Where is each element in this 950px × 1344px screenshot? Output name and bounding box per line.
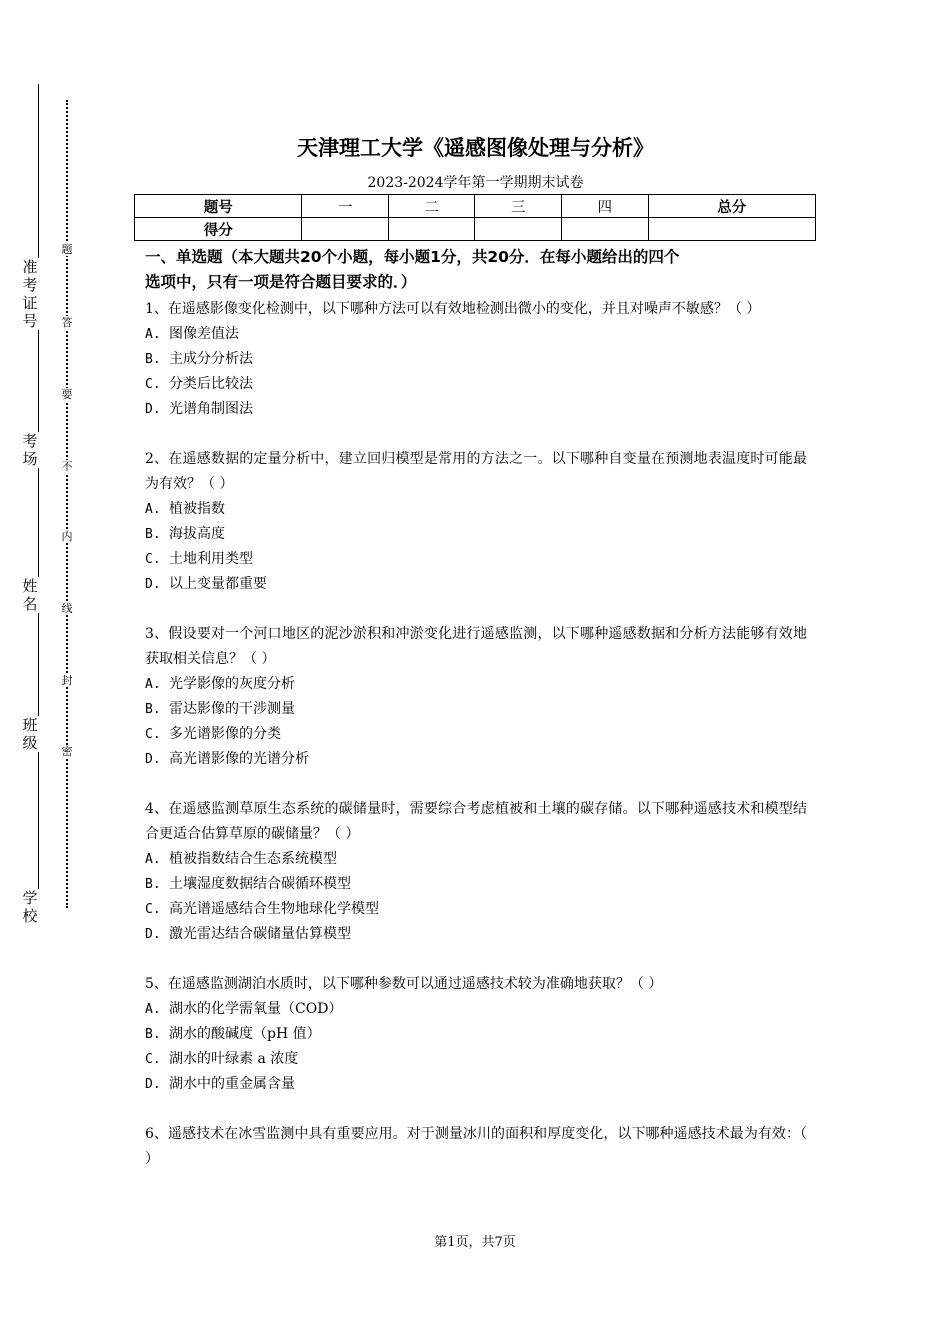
option [145, 1047, 807, 1072]
seal-note-char: 答 [61, 316, 73, 329]
question-stem: 3、假设要对一个河口地区的泥沙淤积和冲淤变化进行遥感监测，以下哪种遥感数据和分析方法能够有效地获取相关信息？（ ） [145, 626, 807, 667]
score-cell [475, 218, 562, 241]
score-table-header-row [135, 195, 816, 218]
option-letter: B. [145, 877, 161, 892]
option-letter: D. [145, 927, 161, 942]
option-letter: D. [145, 577, 161, 592]
option-text: 分类后比较法 [169, 376, 253, 392]
score-header-cell: 二 [388, 195, 475, 218]
option-letter: B. [145, 1027, 161, 1042]
option-text: 光谱角制图法 [169, 401, 253, 417]
option [145, 847, 807, 872]
option-letter: C. [145, 377, 161, 392]
page-footer: 第1页，共7页 [434, 1235, 516, 1250]
option-letter: C. [145, 902, 161, 917]
option-text: 主成分分析法 [169, 351, 253, 367]
option [145, 497, 807, 522]
score-header-cell: 四 [562, 195, 649, 218]
score-header-cell: 总分 [648, 195, 815, 218]
label-exam-number: 准 考 证 号 [18, 258, 42, 330]
score-header-cell: 一 [302, 195, 389, 218]
option-text: 土地利用类型 [169, 551, 253, 567]
option [145, 747, 807, 772]
exam-subtitle: 2023-2024学年第一学期期末试卷 [367, 175, 584, 191]
option-text: 湖水的酸碱度（pH 值） [169, 1026, 321, 1042]
option-text: 湖水的化学需氧量（COD） [169, 1001, 343, 1017]
option-text: 湖水的叶绿素 a 浓度 [169, 1051, 299, 1067]
option-letter: A. [145, 1002, 161, 1017]
score-table [134, 194, 816, 241]
seal-note-char: 要 [61, 388, 73, 401]
option [145, 922, 807, 947]
question [145, 972, 807, 1097]
option-text: 高光谱影像的光谱分析 [169, 751, 309, 767]
option-letter: A. [145, 327, 161, 342]
option-text: 以上变量都重要 [169, 576, 267, 592]
option-text: 湖水中的重金属含量 [169, 1076, 295, 1092]
option-letter: C. [145, 727, 161, 742]
question-stem: 2、在遥感数据的定量分析中，建立回归模型是常用的方法之一。以下哪种自变量在预测地表温度时可能最为有效？（ ） [145, 451, 807, 492]
option-letter: C. [145, 552, 161, 567]
label-class: 班 级 [18, 716, 42, 752]
score-table-score-row [135, 218, 816, 241]
seal-dotted-line [66, 100, 68, 908]
label-school: 学 校 [18, 889, 42, 925]
option-text: 激光雷达结合碳储量估算模型 [169, 926, 351, 942]
option-text: 高光谱遥感结合生物地球化学模型 [169, 901, 379, 917]
seal-note-char: 封 [61, 674, 73, 687]
score-header-cell: 三 [475, 195, 562, 218]
option [145, 572, 807, 597]
option-letter: B. [145, 527, 161, 542]
option [145, 347, 807, 372]
option [145, 722, 807, 747]
option-text: 植被指数结合生态系统模型 [169, 851, 337, 867]
question [145, 622, 807, 772]
binding-line [38, 84, 39, 922]
option-text: 雷达影像的干涉测量 [169, 701, 295, 717]
question [145, 447, 807, 597]
score-cell [302, 218, 389, 241]
score-row-label: 得分 [135, 218, 302, 241]
option-letter: A. [145, 502, 161, 517]
option-text: 植被指数 [169, 501, 225, 517]
question [145, 297, 807, 422]
seal-note-char: 不 [61, 460, 73, 473]
option-text: 海拔高度 [169, 526, 225, 542]
question-stem: 5、在遥感监测湖泊水质时，以下哪种参数可以通过遥感技术较为准确地获取？（ ） [145, 976, 663, 992]
option [145, 697, 807, 722]
option-letter: A. [145, 677, 161, 692]
seal-note-char: 题 [61, 243, 73, 256]
seal-note-char: 密 [61, 745, 73, 758]
question-stem: 6、遥感技术在冰雪监测中具有重要应用。对于测量冰川的面积和厚度变化，以下哪种遥感技术最为有效：（ ） [145, 1126, 807, 1167]
exam-content [145, 245, 807, 1197]
option-letter: D. [145, 1077, 161, 1092]
option-letter: B. [145, 352, 161, 367]
option-letter: C. [145, 1052, 161, 1067]
option [145, 397, 807, 422]
option-letter: A. [145, 852, 161, 867]
option [145, 1022, 807, 1047]
seal-note-char: 内 [61, 530, 73, 543]
option [145, 522, 807, 547]
option [145, 997, 807, 1022]
label-name: 姓 名 [18, 577, 42, 613]
option [145, 872, 807, 897]
label-exam-room: 考 场 [18, 432, 42, 468]
option [145, 897, 807, 922]
option-letter: D. [145, 752, 161, 767]
option [145, 672, 807, 697]
option-text: 土壤湿度数据结合碳循环模型 [169, 876, 351, 892]
section-heading [145, 245, 807, 295]
question [145, 797, 807, 947]
option-letter: D. [145, 402, 161, 417]
option [145, 322, 807, 347]
score-header-cell: 题号 [135, 195, 302, 218]
option [145, 372, 807, 397]
option [145, 1072, 807, 1097]
section-heading-line: 选项中，只有一项是符合题目要求的．） [145, 273, 417, 291]
question-stem: 4、在遥感监测草原生态系统的碳储量时，需要综合考虑植被和土壤的碳存储。以下哪种遥感技术和模型结合更适合估算草原的碳储量？（ ） [145, 801, 807, 842]
option [145, 547, 807, 572]
score-cell [388, 218, 475, 241]
question-stem: 1、在遥感影像变化检测中，以下哪种方法可以有效地检测出微小的变化，并且对噪声不敏感？（ ） [145, 301, 761, 317]
option-letter: B. [145, 702, 161, 717]
section-heading-line: 一、单选题（本大题共20个小题，每小题1分，共20分．在每小题给出的四个 [145, 248, 680, 266]
option-text: 图像差值法 [169, 326, 239, 342]
score-cell [648, 218, 815, 241]
exam-title: 天津理工大学《遥感图像处理与分析》 [297, 136, 654, 160]
option-text: 光学影像的灰度分析 [169, 676, 295, 692]
seal-note-char: 线 [61, 602, 73, 615]
score-cell [562, 218, 649, 241]
option-text: 多光谱影像的分类 [169, 726, 281, 742]
question [145, 1122, 807, 1172]
